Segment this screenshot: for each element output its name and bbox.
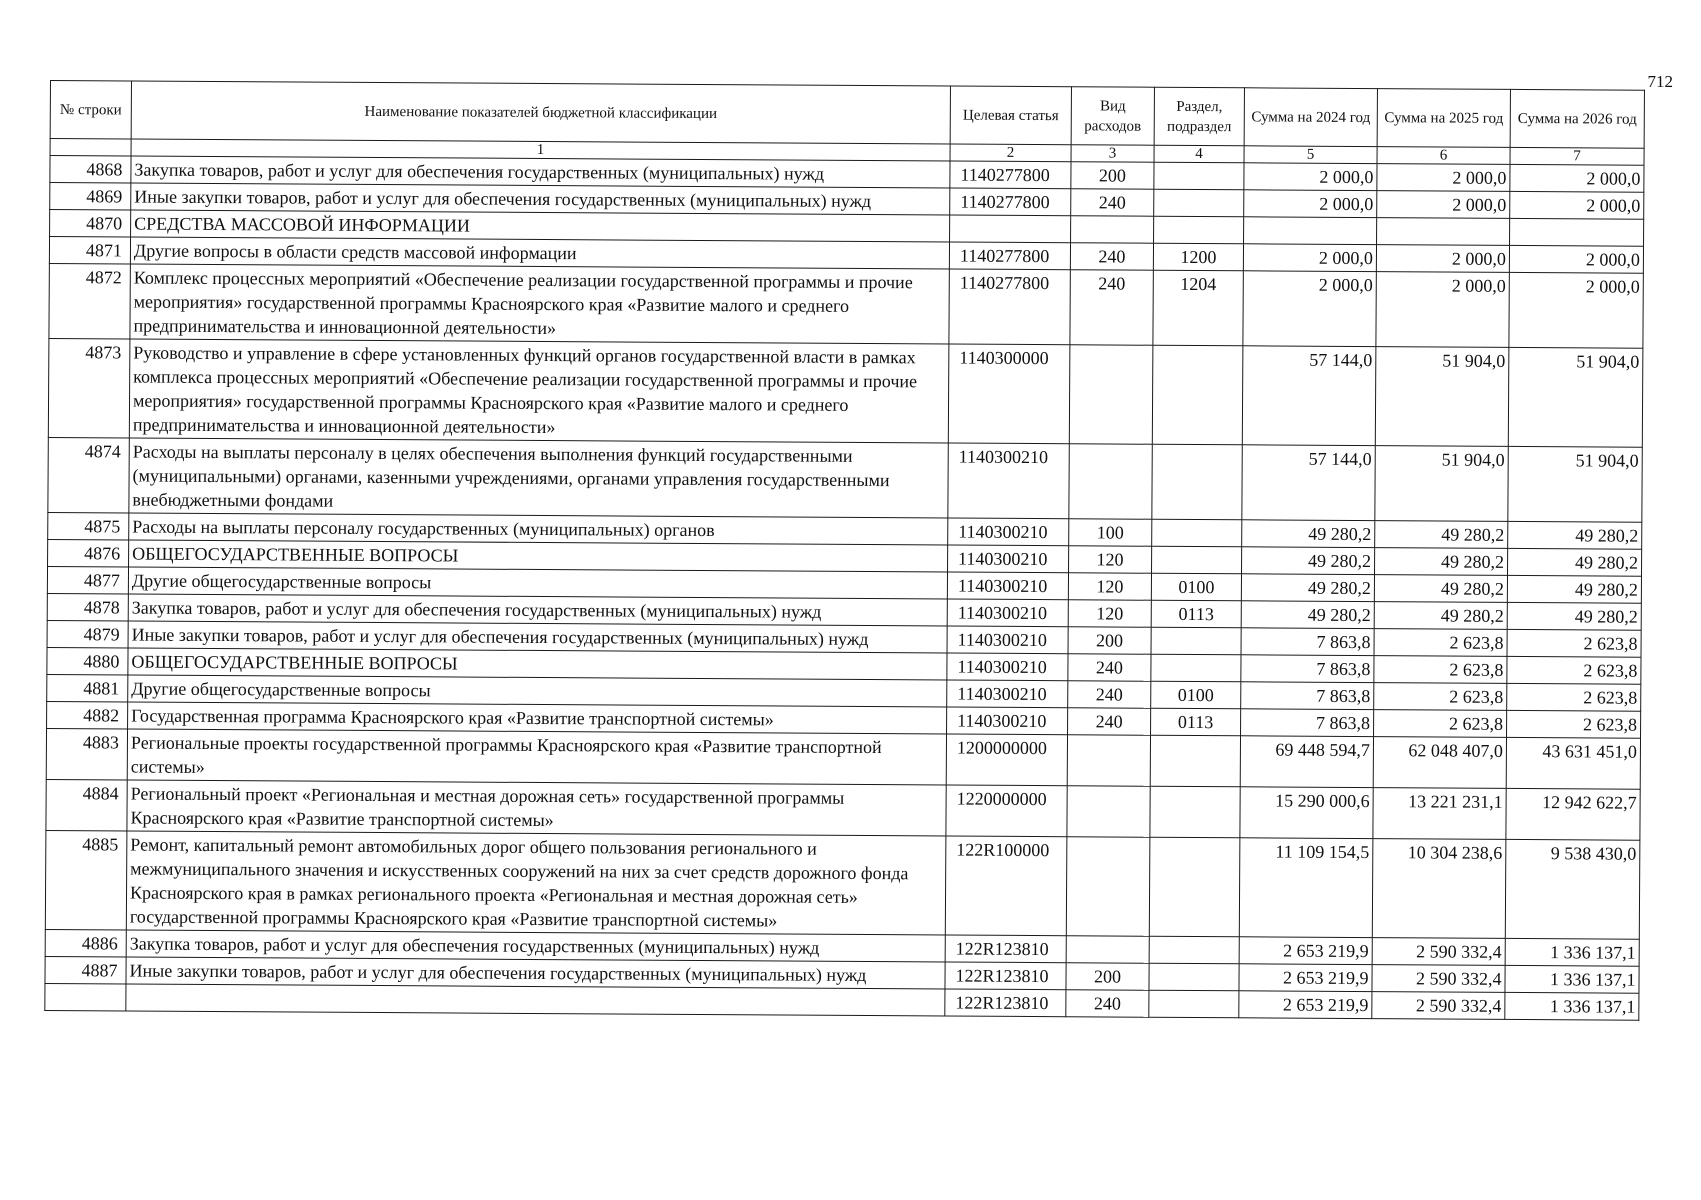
sum-2026: 2 623,8 xyxy=(1507,683,1641,711)
sum-2026: 2 000,0 xyxy=(1510,164,1644,192)
expense-type: 240 xyxy=(1071,189,1154,217)
sum-2026: 49 280,2 xyxy=(1508,548,1642,576)
indicator-name: Другие общегосударственные вопросы xyxy=(128,675,947,707)
sum-2024: 2 000,0 xyxy=(1244,190,1377,218)
column-number: 6 xyxy=(1377,147,1510,165)
sum-2025: 2 590 332,4 xyxy=(1372,992,1505,1020)
sum-2025: 2 000,0 xyxy=(1377,191,1510,219)
indicator-name: Закупка товаров, работ и услуг для обеспечения государственных (муниципальных) нужд xyxy=(128,594,947,626)
header-expense-type: Вид расходов xyxy=(1071,87,1154,146)
row-number: 4873 xyxy=(48,338,130,437)
sum-2026: 2 623,8 xyxy=(1507,656,1641,684)
row-number: 4870 xyxy=(50,210,131,237)
indicator-name: ОБЩЕГОСУДАРСТВЕННЫЕ ВОПРОСЫ xyxy=(129,540,948,572)
target-article: 1220000000 xyxy=(946,785,1067,837)
indicator-name: Иные закупки товаров, работ и услуг для обеспечения государственных (муниципальных) нужд xyxy=(131,183,950,215)
header-sum-2026: Сумма на 2026 год xyxy=(1510,89,1644,148)
row-number: 4872 xyxy=(49,263,130,338)
sum-2024 xyxy=(1244,217,1377,245)
indicator-name: Расходы на выплаты персоналу государственных (муниципальных) органов xyxy=(129,513,948,545)
target-article: 1140300210 xyxy=(947,599,1068,627)
table-row xyxy=(45,830,1640,939)
page-number: 712 xyxy=(1647,72,1673,91)
sum-2026: 43 631 451,0 xyxy=(1506,737,1640,789)
sum-2026: 2 623,8 xyxy=(1507,629,1641,657)
row-number: 4878 xyxy=(47,593,128,620)
expense-type xyxy=(1066,936,1149,964)
sum-2025: 51 904,0 xyxy=(1375,446,1508,522)
section-code: 0100 xyxy=(1151,573,1241,601)
indicator-name: Комплекс процессных мероприятий «Обеспечение реализации государственной программы и прочие мероприятия» государственной программы Красноярского края «Развитие малого и среднего предпринимательства и инновационной деятельности» xyxy=(130,264,949,344)
expense-type xyxy=(1067,786,1150,838)
sum-2025 xyxy=(1377,218,1510,246)
target-article xyxy=(950,215,1071,243)
sum-2024: 7 863,8 xyxy=(1241,655,1374,683)
sum-2025: 49 280,2 xyxy=(1375,548,1508,576)
table-body xyxy=(45,156,1644,1021)
section-code xyxy=(1154,216,1244,244)
section-code xyxy=(1154,162,1244,190)
column-number: 4 xyxy=(1154,145,1244,163)
expense-type: 240 xyxy=(1068,654,1151,682)
row-number: 4883 xyxy=(46,728,127,779)
sum-2024: 2 000,0 xyxy=(1244,163,1377,191)
target-article: 1140300210 xyxy=(947,626,1068,654)
budget-table-sheet xyxy=(44,80,1644,1021)
sum-2026: 1 336 137,1 xyxy=(1505,965,1639,993)
section-code xyxy=(1150,786,1240,838)
sum-2025: 10 304 238,6 xyxy=(1372,839,1506,939)
budget-classification-table xyxy=(44,80,1645,1021)
sum-2025: 51 904,0 xyxy=(1375,347,1509,447)
sum-2025: 2 000,0 xyxy=(1377,164,1510,192)
sum-2025: 2 623,8 xyxy=(1374,629,1507,657)
target-article: 122R123810 xyxy=(945,962,1066,990)
row-number xyxy=(45,983,126,1010)
sum-2024: 57 144,0 xyxy=(1242,346,1376,446)
sum-2024: 49 280,2 xyxy=(1241,574,1374,602)
row-number: 4885 xyxy=(45,830,127,929)
sum-2024: 7 863,8 xyxy=(1241,709,1374,737)
sum-2026: 2 000,0 xyxy=(1510,191,1644,219)
table-header xyxy=(50,81,1644,166)
header-target-article: Целевая статья xyxy=(950,86,1071,145)
expense-type: 120 xyxy=(1068,600,1151,628)
target-article: 1140277800 xyxy=(950,161,1071,189)
target-article: 1200000000 xyxy=(946,734,1067,786)
section-code xyxy=(1152,519,1242,547)
column-number: 2 xyxy=(950,144,1071,162)
sum-2025: 2 590 332,4 xyxy=(1372,965,1505,993)
sum-2024: 49 280,2 xyxy=(1241,601,1374,629)
expense-type xyxy=(1071,216,1154,244)
row-number: 4877 xyxy=(47,566,128,593)
indicator-name: Руководство и управление в сфере установленных функций органов государственной власти в рамках комплекса процессных мероприятий «Обеспечение реализации государственной программы и прочие мероприятия» государственной программы Красноярского края «Развитие малого и среднего предпринимательства и инновационной деятельности» xyxy=(129,339,949,443)
row-number: 4874 xyxy=(48,437,129,512)
row-number: 4876 xyxy=(48,539,129,566)
sum-2026: 1 336 137,1 xyxy=(1505,938,1639,966)
section-code xyxy=(1150,735,1240,787)
sum-2024: 69 448 594,7 xyxy=(1240,736,1373,788)
sum-2026 xyxy=(1510,218,1644,246)
sum-2024: 7 863,8 xyxy=(1241,628,1374,656)
sum-2025: 49 280,2 xyxy=(1374,602,1507,630)
column-number: 3 xyxy=(1071,145,1154,163)
sum-2024: 2 653 219,9 xyxy=(1239,937,1372,965)
target-article: 1140300000 xyxy=(948,344,1070,444)
sum-2026: 51 904,0 xyxy=(1508,347,1643,447)
indicator-name: Региональный проект «Региональная и местная дорожная сеть» государственной программы Красноярского края «Развитие транспортной системы» xyxy=(127,780,946,836)
sum-2024: 57 144,0 xyxy=(1242,445,1375,521)
sum-2026: 9 538 430,0 xyxy=(1505,839,1640,939)
sum-2026: 12 942 622,7 xyxy=(1506,788,1640,840)
expense-type: 240 xyxy=(1068,681,1151,709)
section-code: 1204 xyxy=(1153,270,1243,346)
section-code xyxy=(1151,627,1241,655)
expense-type: 240 xyxy=(1070,270,1153,346)
sum-2026: 49 280,2 xyxy=(1508,521,1642,549)
table-row xyxy=(48,437,1642,522)
indicator-name: Другие общегосударственные вопросы xyxy=(128,567,947,599)
expense-type: 240 xyxy=(1068,708,1151,736)
target-article: 122R123810 xyxy=(945,935,1066,963)
header-indicator-name: Наименование показателей бюджетной классификации xyxy=(131,81,950,144)
expense-type: 200 xyxy=(1066,963,1149,991)
indicator-name: Закупка товаров, работ и услуг для обеспечения государственных (муниципальных) нужд xyxy=(131,156,950,188)
row-number: 4871 xyxy=(49,237,130,264)
table-row xyxy=(48,338,1643,447)
target-article: 1140300210 xyxy=(947,680,1068,708)
sum-2024: 49 280,2 xyxy=(1242,520,1375,548)
sum-2025: 2 590 332,4 xyxy=(1372,938,1505,966)
header-section: Раздел, подраздел xyxy=(1154,87,1244,146)
target-article: 1140277800 xyxy=(949,242,1070,270)
expense-type: 100 xyxy=(1069,519,1152,547)
sum-2024: 49 280,2 xyxy=(1242,547,1375,575)
target-article: 122R123810 xyxy=(945,989,1066,1017)
sum-2025: 2 000,0 xyxy=(1376,245,1509,273)
section-code xyxy=(1152,345,1243,445)
row-number: 4881 xyxy=(47,674,128,701)
target-article: 1140300210 xyxy=(948,443,1069,519)
section-code: 0100 xyxy=(1151,681,1241,709)
sum-2025: 49 280,2 xyxy=(1375,521,1508,549)
column-number: 7 xyxy=(1510,147,1644,165)
sum-2026: 2 000,0 xyxy=(1509,245,1643,273)
sum-2025: 2 623,8 xyxy=(1374,683,1507,711)
expense-type: 120 xyxy=(1068,573,1151,601)
sum-2024: 11 109 154,5 xyxy=(1239,838,1373,938)
sum-2025: 62 048 407,0 xyxy=(1373,737,1506,789)
sum-2024: 2 000,0 xyxy=(1243,271,1376,347)
indicator-name: Расходы на выплаты персоналу в целях обеспечения выполнения функций государственными (муниципальными) органами, казенными учреждениями, органами управления государственными внебюджетными фондами xyxy=(129,438,948,518)
target-article: 1140277800 xyxy=(949,269,1070,345)
section-code xyxy=(1149,990,1239,1018)
expense-type: 240 xyxy=(1066,990,1149,1018)
header-sum-2025: Сумма на 2025 год xyxy=(1377,89,1510,148)
section-code xyxy=(1149,963,1239,991)
header-sum-2024: Сумма на 2024 год xyxy=(1244,88,1377,147)
indicator-name: Иные закупки товаров, работ и услуг для обеспечения государственных (муниципальных) нужд xyxy=(126,957,945,989)
expense-type xyxy=(1066,837,1150,937)
sum-2024: 2 000,0 xyxy=(1243,244,1376,272)
indicator-name: Иные закупки товаров, работ и услуг для обеспечения государственных (муниципальных) нужд xyxy=(128,621,947,653)
expense-type: 200 xyxy=(1068,627,1151,655)
row-number: 4879 xyxy=(47,620,128,647)
expense-type xyxy=(1067,735,1150,787)
row-number: 4882 xyxy=(47,701,128,728)
section-code xyxy=(1152,444,1242,520)
sum-2025: 13 221 231,1 xyxy=(1373,788,1506,840)
sum-2024: 2 653 219,9 xyxy=(1239,964,1372,992)
indicator-name: ОБЩЕГОСУДАРСТВЕННЫЕ ВОПРОСЫ xyxy=(128,648,947,680)
target-article: 1140300210 xyxy=(947,707,1068,735)
table-row xyxy=(49,263,1643,348)
column-number-blank xyxy=(50,139,131,156)
section-code: 0113 xyxy=(1151,600,1241,628)
header-row-number: № строки xyxy=(50,81,131,139)
sum-2026: 49 280,2 xyxy=(1507,602,1641,630)
sum-2024: 15 290 000,6 xyxy=(1240,787,1373,839)
section-code xyxy=(1152,546,1242,574)
target-article: 122R100000 xyxy=(945,836,1067,936)
sum-2026: 2 000,0 xyxy=(1509,272,1643,348)
sum-2026: 51 904,0 xyxy=(1508,446,1642,522)
row-number: 4886 xyxy=(45,929,126,956)
sum-2025: 2 000,0 xyxy=(1376,272,1509,348)
indicator-name xyxy=(126,984,945,1016)
indicator-name: Другие вопросы в области средств массовой информации xyxy=(130,237,949,269)
sum-2026: 2 623,8 xyxy=(1507,710,1641,738)
indicator-name: Региональные проекты государственной программы Красноярского края «Развитие транспортной системы» xyxy=(127,729,946,785)
section-code: 0113 xyxy=(1151,708,1241,736)
expense-type: 240 xyxy=(1070,243,1153,271)
sum-2026: 1 336 137,1 xyxy=(1505,992,1639,1020)
sum-2025: 2 623,8 xyxy=(1374,710,1507,738)
section-code xyxy=(1154,189,1244,217)
expense-type: 120 xyxy=(1069,546,1152,574)
row-number: 4869 xyxy=(50,183,131,210)
row-number: 4887 xyxy=(45,956,126,983)
target-article: 1140300210 xyxy=(947,653,1068,681)
column-number: 1 xyxy=(131,139,950,161)
row-number: 4880 xyxy=(47,647,128,674)
indicator-name: Закупка товаров, работ и услуг для обеспечения государственных (муниципальных) нужд xyxy=(126,930,945,962)
expense-type xyxy=(1069,345,1153,445)
target-article: 1140300210 xyxy=(948,545,1069,573)
row-number: 4884 xyxy=(46,779,127,830)
section-code xyxy=(1149,936,1239,964)
section-code xyxy=(1151,654,1241,682)
indicator-name: Ремонт, капитальный ремонт автомобильных дорог общего пользования регионального и межмуниципального значения и искусственных сооружений на них за счет средств дорожного фонда Красноярского края в рамках регионального проекта «Региональная и местная дорожная сеть» государственной программы Красноярского края «Развитие транспортной системы» xyxy=(126,831,946,935)
row-number: 4875 xyxy=(48,512,129,539)
target-article: 1140277800 xyxy=(950,188,1071,216)
section-code xyxy=(1149,837,1240,937)
row-number: 4868 xyxy=(50,156,131,183)
sum-2024: 2 653 219,9 xyxy=(1239,991,1372,1019)
expense-type xyxy=(1069,444,1152,520)
section-code: 1200 xyxy=(1153,243,1243,271)
expense-type: 200 xyxy=(1071,162,1154,190)
indicator-name: Государственная программа Красноярского края «Развитие транспортной системы» xyxy=(128,702,947,734)
target-article: 1140300210 xyxy=(947,572,1068,600)
sum-2026: 49 280,2 xyxy=(1507,575,1641,603)
sum-2025: 2 623,8 xyxy=(1374,656,1507,684)
sum-2024: 7 863,8 xyxy=(1241,682,1374,710)
indicator-name: СРЕДСТВА МАССОВОЙ ИНФОРМАЦИИ xyxy=(131,210,950,242)
sum-2025: 49 280,2 xyxy=(1374,575,1507,603)
column-number: 5 xyxy=(1244,146,1377,164)
target-article: 1140300210 xyxy=(948,518,1069,546)
